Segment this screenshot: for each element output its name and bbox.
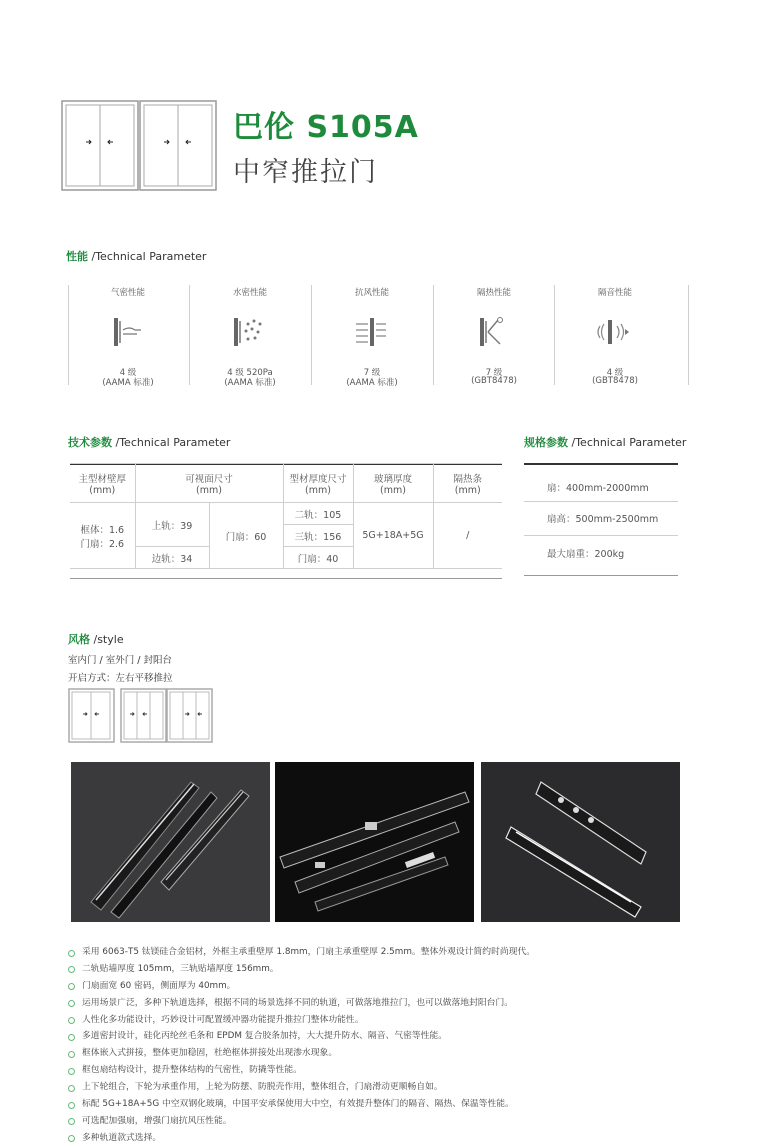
three-panel-door-icon xyxy=(166,688,213,743)
list-item: 框体嵌入式拼接，整体更加稳固，杜绝框体拼接处出现渗水现象。 xyxy=(66,1045,746,1062)
style-opening: 开启方式：左右平移推拉 xyxy=(68,673,173,684)
product-subtitle: 中窄推拉门 xyxy=(233,157,378,188)
spec-heading: 规格参数 /Technical Parameter xyxy=(524,436,687,449)
spec-top-rule xyxy=(524,463,678,465)
divider xyxy=(524,575,678,576)
tech-heading: 技术参数 /Technical Parameter xyxy=(68,436,231,449)
feature-list xyxy=(66,944,746,1147)
perf-item-heat xyxy=(434,286,554,390)
perf-item-airtight xyxy=(68,286,188,390)
style-heading: 风格 /style xyxy=(68,633,124,646)
perf-item-sound xyxy=(555,286,675,390)
divider xyxy=(524,501,678,502)
perf-label: 水密性能 xyxy=(232,288,267,298)
list-item: 人性化多功能设计，巧妙设计可配置缓冲器功能提升推拉门整体功能性。 xyxy=(66,1012,746,1029)
profile-photo-1 xyxy=(71,762,270,922)
list-item: 采用 6063-T5 钛镁硅合金铝材，外框主承重壁厚 1.8mm，门扇主承重壁厚 2.5mm。整体外观设计简约时尚现代。 xyxy=(66,944,746,961)
perf-item-watertight xyxy=(190,286,310,390)
two-panel-door-icon xyxy=(68,688,115,743)
divider xyxy=(524,535,678,536)
watertight-icon xyxy=(190,312,310,352)
col-header-wall: 主型材壁厚 (mm) xyxy=(70,464,135,503)
spec-row: 扇：400mm-2000mm xyxy=(547,483,649,494)
profile-two-cell: 二轨：105 xyxy=(283,503,353,525)
perf-value: 7 级 xyxy=(363,368,381,378)
wall-cell: 框体：1.6 门扇：2.6 xyxy=(70,503,135,569)
perf-value: 4 级 520Pa xyxy=(227,368,273,378)
wind-resistance-icon xyxy=(312,312,432,352)
perf-label: 隔音性能 xyxy=(597,288,632,298)
list-item: 多种轨道款式选择。 xyxy=(66,1130,746,1147)
visible-sash-cell: 门扇：60 xyxy=(209,503,283,569)
col-header-strip: 隔热条 (mm) xyxy=(433,464,502,503)
heat-insulation-icon xyxy=(434,312,554,352)
perf-standard: (AAMA 标准) xyxy=(346,378,398,388)
profile-photo-3 xyxy=(481,762,680,922)
perf-value: 7 级 xyxy=(485,368,503,378)
three-panel-door-icon xyxy=(120,688,167,743)
col-header-visible: 可视面尺寸 (mm) xyxy=(135,464,283,503)
list-item: 多道密封设计，硅化丙纶丝毛条和 EPDM 复合胶条加持，大大提升防水、隔音、气密等性能。 xyxy=(66,1028,746,1045)
door-illustration xyxy=(61,100,217,191)
visible-side-cell: 边轨：34 xyxy=(135,547,209,569)
spec-row: 最大扇重：200kg xyxy=(547,549,625,560)
perf-standard: (GBT8478) xyxy=(592,376,638,386)
performance-heading: 性能 /Technical Parameter xyxy=(66,250,207,263)
perf-label: 抗风性能 xyxy=(354,288,389,298)
profile-three-cell: 三轨：156 xyxy=(283,525,353,547)
spec-row: 扇高：500mm-2500mm xyxy=(547,514,659,525)
col-header-glass: 玻璃厚度 (mm) xyxy=(353,464,433,503)
profile-photo-2 xyxy=(275,762,474,922)
col-header-profile: 型材厚度尺寸 (mm) xyxy=(283,464,353,503)
perf-value: 4 级 xyxy=(606,368,624,378)
perf-label: 隔热性能 xyxy=(476,288,511,298)
list-item: 框包扇结构设计，提升整体结构的气密性，防撬等性能。 xyxy=(66,1062,746,1079)
glass-cell: 5G+18A+5G xyxy=(353,503,433,569)
list-item: 标配 5G+18A+5G 中空双钢化玻璃，中国平安承保使用大中空，有效提升整体门的隔音、隔热、保温等性能。 xyxy=(66,1096,746,1113)
list-item: 上下轮组合，下轮为承重作用，上轮为防摆、防脱壳作用，整体组合，门扇滑动更顺畅自如。 xyxy=(66,1079,746,1096)
divider xyxy=(688,285,689,385)
style-usage: 室内门 / 室外门 / 封阳台 xyxy=(68,655,172,666)
perf-standard: (AAMA 标准) xyxy=(102,378,154,388)
list-item: 运用场景广泛，多种下轨道选择，根据不同的场景选择不同的轨道，可做落地推拉门，也可以做落地封阳台门。 xyxy=(66,995,746,1012)
perf-item-wind xyxy=(312,286,432,390)
sound-insulation-icon xyxy=(555,312,675,352)
visible-top-cell: 上轨：39 xyxy=(135,503,209,547)
product-title: 巴伦 S105A xyxy=(233,110,419,145)
list-item: 门扇面宽 60 密码，侧面厚为 40mm。 xyxy=(66,978,746,995)
perf-standard: (AAMA 标准) xyxy=(224,378,276,388)
strip-cell: / xyxy=(433,503,502,569)
perf-standard: (GBT8478) xyxy=(471,376,517,386)
airtight-icon xyxy=(68,312,188,352)
list-item: 二轨贴墙厚度 105mm，三轨贴墙厚度 156mm。 xyxy=(66,961,746,978)
list-item: 可选配加强扇，增强门扇抗风压性能。 xyxy=(66,1113,746,1130)
perf-value: 4 级 xyxy=(119,368,137,378)
tech-table xyxy=(70,463,502,569)
perf-label: 气密性能 xyxy=(110,288,145,298)
profile-sash-cell: 门扇：40 xyxy=(283,547,353,569)
